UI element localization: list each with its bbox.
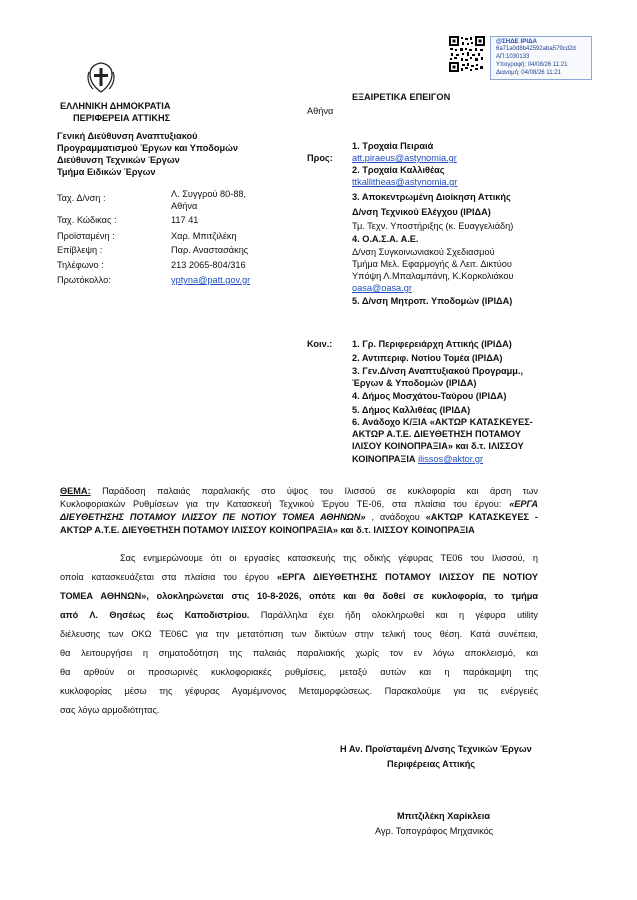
recipient-3-dept: Δ/νση Τεχνικού Ελέγχου (ΙΡΙΔΑ) [352,207,491,217]
contact-value-address-city: Αθήνα [171,201,198,211]
cc-label: Κοιν.: [307,339,333,349]
urgency-label: ΕΞΑΙΡΕΤΙΚΑ ΕΠΕΙΓΟΝ [352,92,451,102]
body-line-6: θα λειτουργήσει η σηματοδότηση της παλαιάς παραλιακής χωρίς τον εν λόγω αποκλεισμό, και [60,648,538,658]
cc-5: 5. Δήμος Καλλιθέας (ΙΡΙΔΑ) [352,405,471,415]
signature-signed: Υπογραφή: 04/08/26 11:21 [496,62,568,68]
contact-label-address: Ταχ. Δ/νση : [57,193,106,203]
recipient-4: 4. Ο.Α.Σ.Α. Α.Ε. [352,234,419,244]
cc-3-cont: Έργων & Υποδομών (ΙΡΙΔΑ) [352,378,477,388]
signature-ap: ΑΠ:1030133 [496,54,530,60]
to-label: Προς: [307,153,333,163]
recipient-2: 2. Τροχαία Καλλιθέας [352,165,445,175]
header-line-6: Τμήμα Ειδικών Έργων [57,167,156,177]
body-text [60,549,538,720]
contact-label-phone: Τηλέφωνο : [57,260,104,270]
body-line-8: κυκλοφορίας μέσω της γέφυρας Αγαμέμνονος Μεταμορφώσεως. Παρακαλούμε για τις ενέργειές [60,686,538,696]
recipient-4-dept: Δ/νση Συγκοινωνιακού Σχεδιασμού [352,247,495,257]
contact-label-head: Προϊσταμένη : [57,231,115,241]
signature-hash: 6a71a0d8b42592aba579cd2d [496,46,576,52]
cc-6-cont-1: ΑΚΤΩΡ Α.Τ.Ε. ΔΙΕΥΘΕΤΗΣΗ ΠΟΤΑΜΟΥ [352,429,521,439]
digital-signature-box [490,36,592,80]
recipient-3: 3. Αποκεντρωμένη Διοίκηση Αττικής [352,192,511,202]
body-line-4: από Λ. Θησέως έως Καποδιστρίου. Παράλληλα έχει ήδη ολοκληρωθεί και η γέφυρα utility [60,610,538,620]
recipient-4-section: Τμήμα Μελ. Εφαρμογής & Λειτ. Δικτύου [352,259,512,269]
subject-line-1: ΘΕΜΑ: Παράδοση παλαιάς παραλιακής στο ύψος του Ιλισσού σε κυκλοφορία και άρση των [60,486,538,496]
closing-region: Περιφέρειας Αττικής [387,759,476,769]
contact-value-postcode: 117 41 [171,215,199,225]
recipient-1: 1. Τροχαία Πειραιά [352,141,434,151]
protocol-email-link[interactable]: yptyna@patt.gov.gr [171,275,251,285]
body-line-9: σας λόγω αρμοδιότητας. [60,705,160,715]
cc-6-name: ΚΟΙΝΟΠΡΑΞΙΑ [352,454,416,464]
signatory-title: Αγρ. Τοπογράφος Μηχανικός [375,826,494,836]
contact-label-postcode: Ταχ. Κώδικας : [57,215,117,225]
cc-1: 1. Γρ. Περιφερειάρχη Αττικής (ΙΡΙΔΑ) [352,339,512,349]
signatory-name: Μπιτζιλέκη Χαρίκλεια [397,811,490,821]
cc-6-cont-3 [352,453,483,465]
cc-6: 6. Ανάδοχο Κ/ΞΙΑ «ΑΚΤΩΡ ΚΑΤΑΣΚΕΥΕΣ- [352,417,533,427]
recipient-4-attention: Υπόψη Λ.Μπαλαμπάνη, Κ.Κορκολιάκου [352,271,514,281]
header-line-4: Προγραμματισμού Έργων και Υποδομών [57,143,238,153]
contact-label-protocol: Πρωτόκολλο: [57,275,111,285]
subject-line-2: Κυκλοφοριακών Ρυθμίσεων για την Κατασκευή Τεχνικού Έργου ΤΕ-06, στα πλαίσια του έργου: «ΕΡΓΑ [60,499,538,509]
cc-6-email-link[interactable]: ilissos@aktor.gr [418,454,484,464]
header-line-2: ΠΕΡΙΦΕΡΕΙΑ ΑΤΤΙΚΗΣ [73,113,171,123]
cc-4: 4. Δήμος Μοσχάτου-Ταύρου (ΙΡΙΔΑ) [352,391,507,401]
body-line-5: διέλευσης των ΟΚΩ ΤΕ06C για την μετατόπιση των δικτύων στην τελική τους θέση. Κατά συνέπεια, [60,629,538,639]
body-line-7: θα αρθούν οι προσωρινές κυκλοφοριακές ρυθμίσεις, μεταξύ αυτών και η παράκαμψη της [60,667,538,677]
contact-value-phone: 213 2065-804/316 [171,260,246,270]
contact-value-address: Λ. Συγγρού 80-88, [171,189,247,199]
recipient-2-email-link[interactable]: ttkallitheas@astynomia.gr [352,177,458,187]
place-label: Αθήνα [307,106,334,116]
cc-3: 3. Γεν.Δ/νση Αναπτυξιακού Προγραμμ., [352,366,524,376]
recipient-1-email-link[interactable]: att.piraeus@astynomia.gr [352,153,457,163]
recipient-4-email-link[interactable]: oasa@oasa.gr [352,283,412,293]
body-line-3: ΤΟΜΕΑ ΑΘΗΝΩΝ», ολοκληρώνεται στις 10-8-2026, οπότε και θα δοθεί σε κυκλοφορία, το τμήμα [60,591,538,601]
body-line-1: Σας ενημερώνουμε ότι οι εργασίες κατασκευής της οδικής γέφυρας ΤΕ06 του Ιλισσού, η [120,553,538,563]
recipient-5: 5. Δ/νση Μητροπ. Υποδομών (ΙΡΙΔΑ) [352,296,513,306]
recipient-3-section: Τμ. Τεχν. Υποστήριξης (κ. Ευαγγελιάδη) [352,221,514,231]
header-line-1: ΕΛΛΗΝΙΚΗ ΔΗΜΟΚΡΑΤΙΑ [60,101,171,111]
cc-6-cont-2: ΙΛΙΣΟΥ ΚΟΙΝΟΠΡΑΞΙΑ» και δ.τ. ΙΛΙΣΣΟΥ [352,441,524,451]
contact-label-supervision: Επίβλεψη : [57,245,103,255]
signature-distributed: Διανομή: 04/08/26 11:21 [496,70,561,76]
body-line-2: οποία κατασκευάζεται στα πλαίσια του έργου «ΕΡΓΑ ΔΙΕΥΘΕΤΗΣΗΣ ΠΟΤΑΜΟΥ ΙΛΙΣΣΟΥ ΠΕ ΝΟΤΙΟΥ [60,572,538,582]
subject-label: ΘΕΜΑ: [60,486,91,496]
contact-value-head: Χαρ. Μπιτζιλέκη [171,231,237,241]
header-line-5: Διεύθυνση Τεχνικών Έργων [57,155,180,165]
signature-issuer: @ΣΗΔΕ ΙΡΙΔΑ [496,38,537,45]
closing-role: Η Αν. Προϊσταμένη Δ/νσης Τεχνικών Έργων [340,744,532,754]
header-line-3: Γενική Διεύθυνση Αναπτυξιακού [57,131,198,141]
subject-block [60,485,538,537]
subject-line-4: ΑΚΤΩΡ Α.Τ.Ε. ΔΙΕΥΘΕΤΗΣΗ ΠΟΤΑΜΟΥ ΙΛΙΣΣΟΥ ΚΟΙΝΟΠΡΑΞΙΑ» και δ.τ. ΙΛΙΣΣΟΥ ΚΟΙΝΟΠΡΑΞΙΑ [60,525,475,535]
cc-2: 2. Αντιπεριφ. Νοτίου Τομέα (ΙΡΙΔΑ) [352,353,503,363]
greek-emblem-icon [86,62,116,94]
qr-code [449,36,485,72]
subject-line-3: ΔΙΕΥΘΕΤΗΣΗΣ ΠΟΤΑΜΟΥ ΙΛΙΣΣΟΥ ΠΕ ΝΟΤΙΟΥ ΤΟΜΕΑ ΑΘΗΝΩΝ» , ανάδοχου «ΑΚΤΩΡ ΚΑΤΑΣΚΕΥΕΣ - [60,512,538,522]
contact-value-supervision: Παρ. Αναστασάκης [171,245,249,255]
